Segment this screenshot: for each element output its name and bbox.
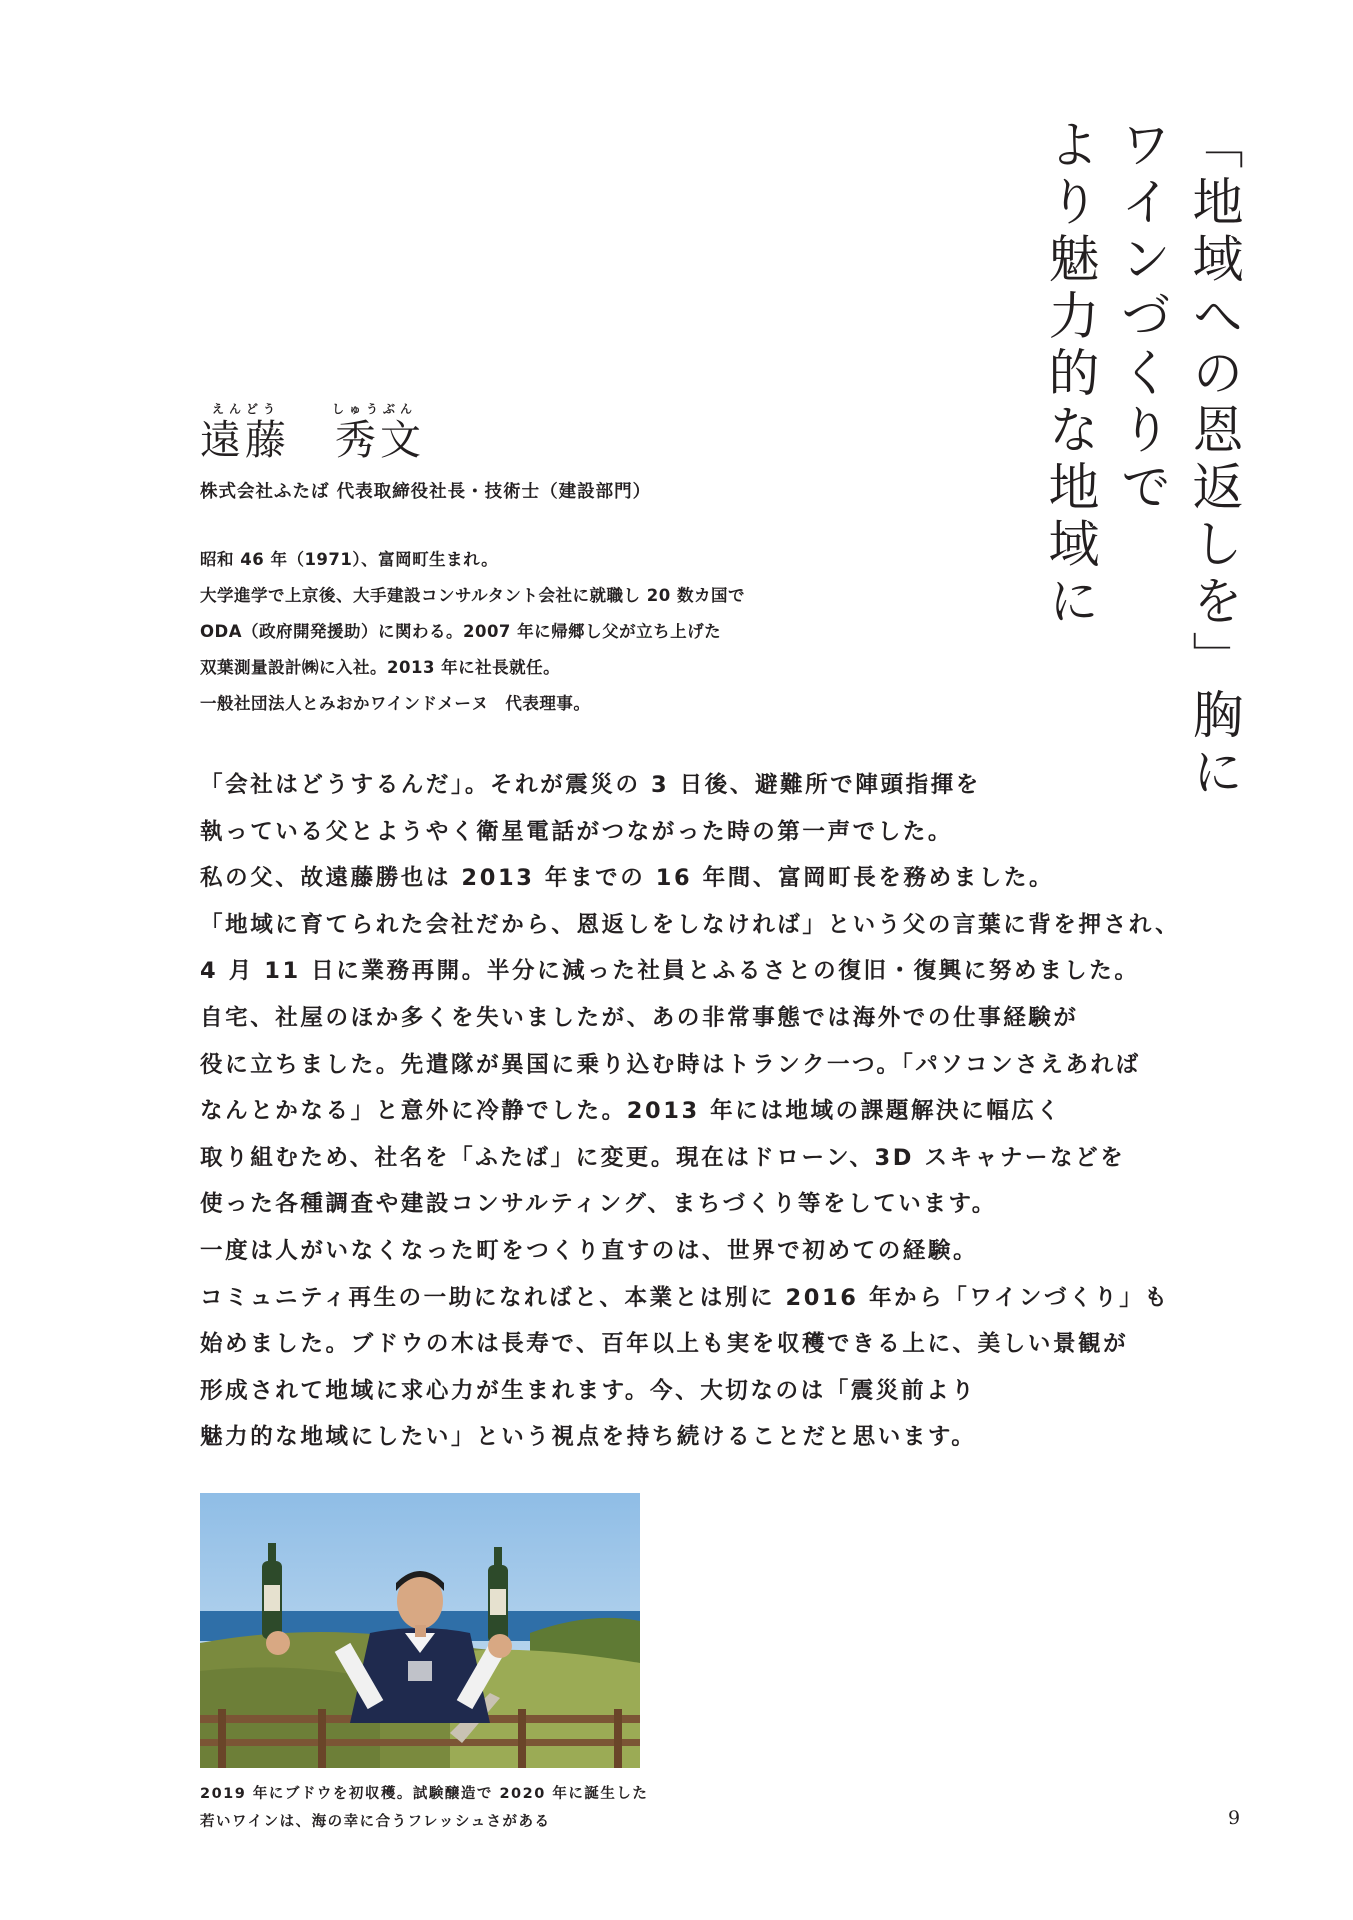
photo-caption <box>200 1780 648 1836</box>
headline-line-3: より魅力的な地域に <box>1039 118 1098 631</box>
profile-line: 大学進学で上京後、大手建設コンサルタント会社に就職し 20 数カ国で <box>200 586 745 605</box>
profile-line: 一般社団法人とみおかワインドメーヌ 代表理事。 <box>200 694 591 713</box>
headline <box>1037 118 1243 802</box>
body-line: コミュニティ再生の一助になればと、本業とは別に 2016 年から「ワインづくり」も <box>200 1284 1170 1311</box>
ruby-given-name: しゅうぶん <box>332 402 418 416</box>
body-line: 一度は人がいなくなった町をつくり直すのは、世界で初めての経験。 <box>200 1237 979 1264</box>
body-line: 使った各種調査や建設コンサルティング、まちづくり等をしています。 <box>200 1191 997 1218</box>
body-line: 私の父、故遠藤勝也は 2013 年までの 16 年間、富岡町長を務めました。 <box>200 865 1055 892</box>
person-title: 株式会社ふたば 代表取締役社長・技術士（建設部門） <box>200 482 652 502</box>
vineyard-photo <box>200 1493 640 1768</box>
body-line: 始めました。ブドウの木は長寿で、百年以上も実を収穫できる上に、美しい景観が <box>200 1331 1129 1358</box>
headline-line-1: 「地域への恩返しを」胸に <box>1183 118 1242 802</box>
profile-line: ODA（政府開発援助）に関わる。2007 年に帰郷し父が立ち上げた <box>200 622 722 641</box>
name-block <box>200 400 425 464</box>
profile-line: 双葉測量設計㈱に入社。2013 年に社長就任。 <box>200 658 561 677</box>
caption-line: 2019 年にブドウを初収穫。試験醸造で 2020 年に誕生した <box>200 1786 649 1802</box>
body-line: 「会社はどうするんだ」。それが震災の 3 日後、避難所で陣頭指揮を <box>200 772 981 798</box>
page-number: 9 <box>1228 1807 1241 1829</box>
headline-line-2: ワインづくりで <box>1111 118 1170 517</box>
ruby-family-name: えんどう <box>212 402 281 416</box>
body-line: 魅力的な地域にしたい」という視点を持ち続けることだと思います。 <box>200 1424 977 1451</box>
caption-line: 若いワインは、海の幸に合うフレッシュさがある <box>200 1814 551 1830</box>
name-ruby <box>200 400 425 416</box>
profile-text <box>200 542 745 722</box>
body-line: なんとかなる」と意外に冷静でした。2013 年には地域の課題解決に幅広く <box>200 1098 1062 1125</box>
profile-line: 昭和 46 年（1971）、富岡町生まれ。 <box>200 550 499 569</box>
body-line: 取り組むため、社名を「ふたば」に変更。現在はドローン、3D スキャナーなどを <box>200 1144 1126 1171</box>
body-line: 役に立ちました。先遣隊が異国に乗り込む時はトランク一つ。「パソコンさえあれば <box>200 1051 1141 1078</box>
person-name: 遠藤 秀文 <box>200 416 425 464</box>
body-line: 「地域に育てられた会社だから、恩返しをしなければ」という父の言葉に背を押され、 <box>200 911 1181 938</box>
body-line: 形成されて地域に求心力が生まれます。今、大切なのは「震災前より <box>200 1377 977 1404</box>
body-line: 自宅、社屋のほか多くを失いましたが、あの非常事態では海外での仕事経験が <box>200 1004 1079 1031</box>
article-body <box>200 762 1180 1461</box>
body-line: 4 月 11 日に業務再開。半分に減った社員とふるさとの復旧・復興に努めました。 <box>200 958 1140 985</box>
body-line: 執っている父とようやく衛星電話がつながった時の第一声でした。 <box>200 818 954 845</box>
